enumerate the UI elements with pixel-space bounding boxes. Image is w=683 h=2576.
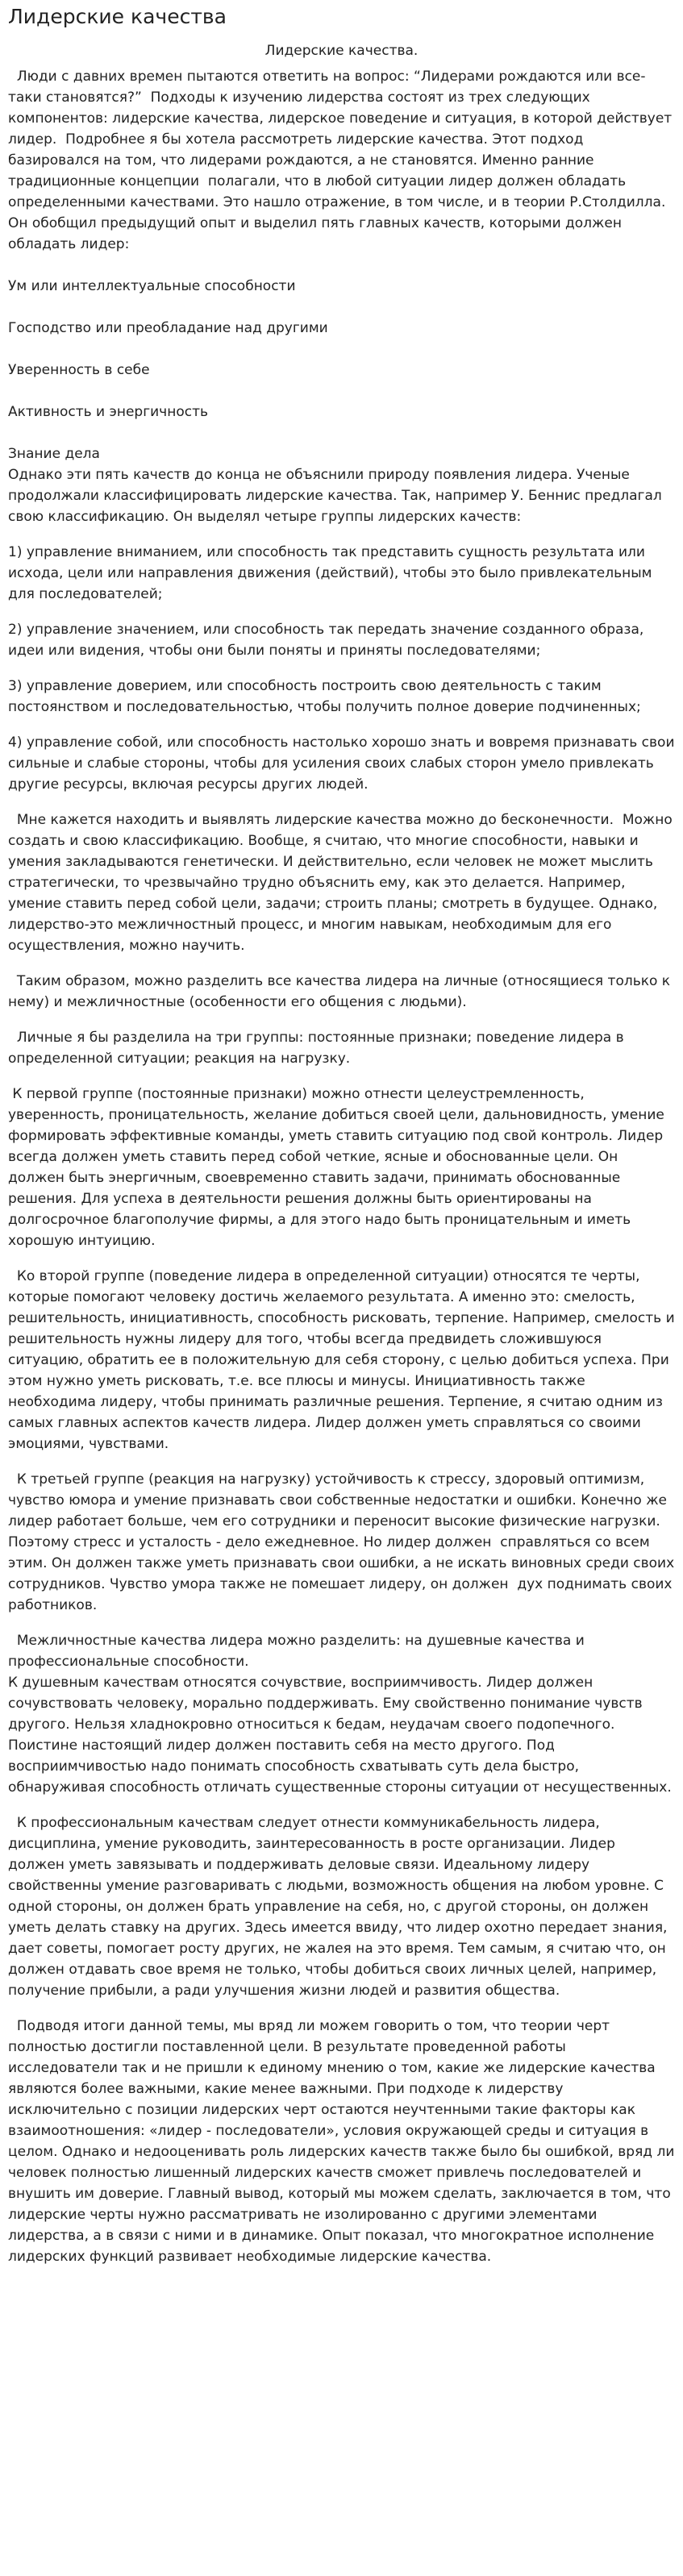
quality-item: Господство или преобладание над другими: [8, 320, 328, 336]
body-paragraph: Межличностные качества лидера можно разделить: на душевные качества и профессиональные способности. К душевным качествам относятся сочувствие, восприимчивость. Лидер должен сочувствовать человеку, морально поддерживать. Ему свойственно понимание чувств другого. Нельзя хладнокровно относиться к бедам, неудачам своего подопечного. Поистине настоящий лидер должен поставить себя на место другого. Под восприимчивостью надо понимать способность схватывать суть дела быстро, обнаруживая способность отличать существенные стороны ситуации от несущественных.: [8, 1633, 672, 1796]
quality-item: Уверенность в себе: [8, 362, 150, 378]
quality-item: Ум или интеллектуальные способности: [8, 278, 296, 294]
article-heading: Лидерские качества.: [264, 43, 419, 59]
bennis-group-item: 3) управление доверием, или способность построить свою деятельность с таким постоянством и последовательностью, чтобы получить полное доверие подчиненных;: [8, 678, 641, 715]
intro-paragraph: Люди с давних времен пытаются ответить на вопрос: “Лидерами рождаются или все-таки становятся?” Подходы к изучению лидерства состоят из трех следующих компонентов: лидерские качества, лидерское поведение и ситуация, в которой действует лидер. Подробнее я бы хотела рассмотреть лидерские качества. Этот подход базировался на том, что лидерами рождаются, а не становятся. Именно ранние традиционные концепции полагали, что в любой ситуации лидер должен обладать определенными качествами. Это нашло отражение, в том числе, и в теории Р.Столдилла. Он обобщил предыдущий опыт и выделил пять главных качеств, которыми должен обладать лидер:: [8, 69, 677, 252]
body-paragraph: К профессиональным качествам следует отнести коммуникабельность лидера, дисциплина, умение руководить, заинтересованность в росте организации. Лидер должен уметь завязывать и поддерживать деловые связи. Идеальному лидеру свойственны умение разговаривать с людьми, возможность общения на любом уровне. С одной стороны, он должен брать управление на себя, но, с другой стороны, он должен уметь делать ставку на других. Здесь имеется ввиду, что лидер охотно передает знания, дает советы, помогает росту других, не жалея на это время. Тем самым, я считаю что, он должен отдавать свое время не только, чтобы добиться своих личных целей, например, получение прибыли, а ради улучшения жизни людей и развития общества.: [8, 1815, 672, 1999]
body-paragraph: Таким образом, можно разделить все качества лидера на личные (относящиеся только к нему) и межличностные (особенности его общения с людьми).: [8, 973, 675, 1010]
body-paragraph: К первой группе (постоянные признаки) можно отнести целеустремленность, уверенность, проницательность, желание добиться своей цели, дальновидность, умение формировать эффективные команды, уметь ставить ситуацию под свой контроль. Лидер всегда должен уметь ставить перед собой четкие, ясные и обоснованные цели. Он должен быть энергичным, своевременно ставить задачи, принимать обоснованные решения. Для успеха в деятельности решения должны быть ориентированы на долгосрочное благополучие фирмы, а для этого надо быть проницательным и иметь хорошую интуицию.: [8, 1086, 669, 1249]
body-paragraph: Мне кажется находить и выявлять лидерские качества можно до бесконечности. Можно создать и свою классификацию. Вообще, я считаю, что многие способности, навыки и умения закладываются генетически. И действительно, если человек не может мыслить стратегически, то чрезвычайно трудно объяснить ему, как это делается. Например, умение ставить перед собой цели, задачи; строить планы; смотреть в будущее. Однако, лидерство-это межличностный процесс, и многим навыкам, необходимым для его осуществления, можно научить.: [8, 812, 677, 954]
body-paragraph: Личные я бы разделила на три группы: постоянные признаки; поведение лидера в определенной ситуации; реакция на нагрузку.: [8, 1030, 629, 1067]
bennis-group-item: 4) управление собой, или способность настолько хорошо знать и вовремя признавать свои сильные и слабые стороны, чтобы для усиления своих слабых сторон умело привлекать другие ресурсы, включая ресурсы других людей.: [8, 735, 675, 793]
page-title: Лидерские качества: [8, 5, 227, 28]
bennis-intro-paragraph: Однако эти пять качеств до конца не объяснили природу появления лидера. Ученые продолжали классифицировать лидерские качества. Так, например У. Беннис предлагал свою классификацию. Он выделял четыре группы лидерских качеств:: [8, 467, 662, 525]
body-paragraph: К третьей группе (реакция на нагрузку) устойчивость к стрессу, здоровый оптимизм, чувство юмора и умение признавать свои собственные недостатки и ошибки. Конечно же лидер работает больше, чем его сотрудники и переносит высокие физические нагрузки. Поэтому стресс и усталость - дело ежедневное. Но лидер должен справляться со всем этим. Он должен также уметь признавать свои ошибки, а не искать виновных среди своих сотрудников. Чувство умора также не помешает лидеру, он должен дух поднимать своих работников.: [8, 1471, 679, 1613]
quality-item: Активность и энергичность: [8, 404, 209, 420]
bennis-group-item: 1) управление вниманием, или способность так представить сущность результата или исхода, цели или направления движения (действий), чтобы это было привлекательным для последователей;: [8, 544, 652, 602]
quality-item: Знание дела: [8, 446, 100, 462]
bennis-group-item: 2) управление значением, или способность так передать значение созданного образа, идеи или видения, чтобы они были поняты и приняты последователями;: [8, 622, 644, 659]
body-paragraph: Ко второй группе (поведение лидера в определенной ситуации) относятся те черты, которые помогают человеку достичь желаемого результата. А именно это: смелость, решительность, инициативность, способность рисковать, терпение. Например, смелость и решительность нужны лидеру для того, чтобы всегда предвидеть сложившуюся ситуацию, обратить ее в положительную для себя сторону, с целью добиться успеха. При этом нужно уметь рисковать, т.е. все плюсы и минусы. Инициативность также необходима лидеру, чтобы принимать различные решения. Терпение, я считаю одним из самых главных аспектов качеств лидера. Лидер должен уметь справляться со своими эмоциями, чувствами.: [8, 1268, 680, 1452]
body-paragraph: Подводя итоги данной темы, мы вряд ли можем говорить о том, что теории черт полностью достигли поставленной цели. В результате проведенной работы исследователи так и не пришли к единому мнению о том, какие же лидерские качества являются более важными, какие менее важными. При подходе к лидерству исключительно с позиции лидерских черт остаются неучтенными такие факторы как взаимоотношения: «лидер - последователи», условия окружающей среды и ситуация в целом. Однако и недооценивать роль лидерских качеств также было бы ошибкой, вряд ли человек полностью лишенный лидерских качеств сможет привлечь последователей и внушить им доверие. Главный вывод, который мы можем сделать, заключается в том, что лидерские черты нужно рассматривать не изолированно с другими элементами лидерства, а в связи с ними и в динамике. Опыт показал, что многократное исполнение лидерских функций развивает необходимые лидерские качества.: [8, 2018, 679, 2265]
